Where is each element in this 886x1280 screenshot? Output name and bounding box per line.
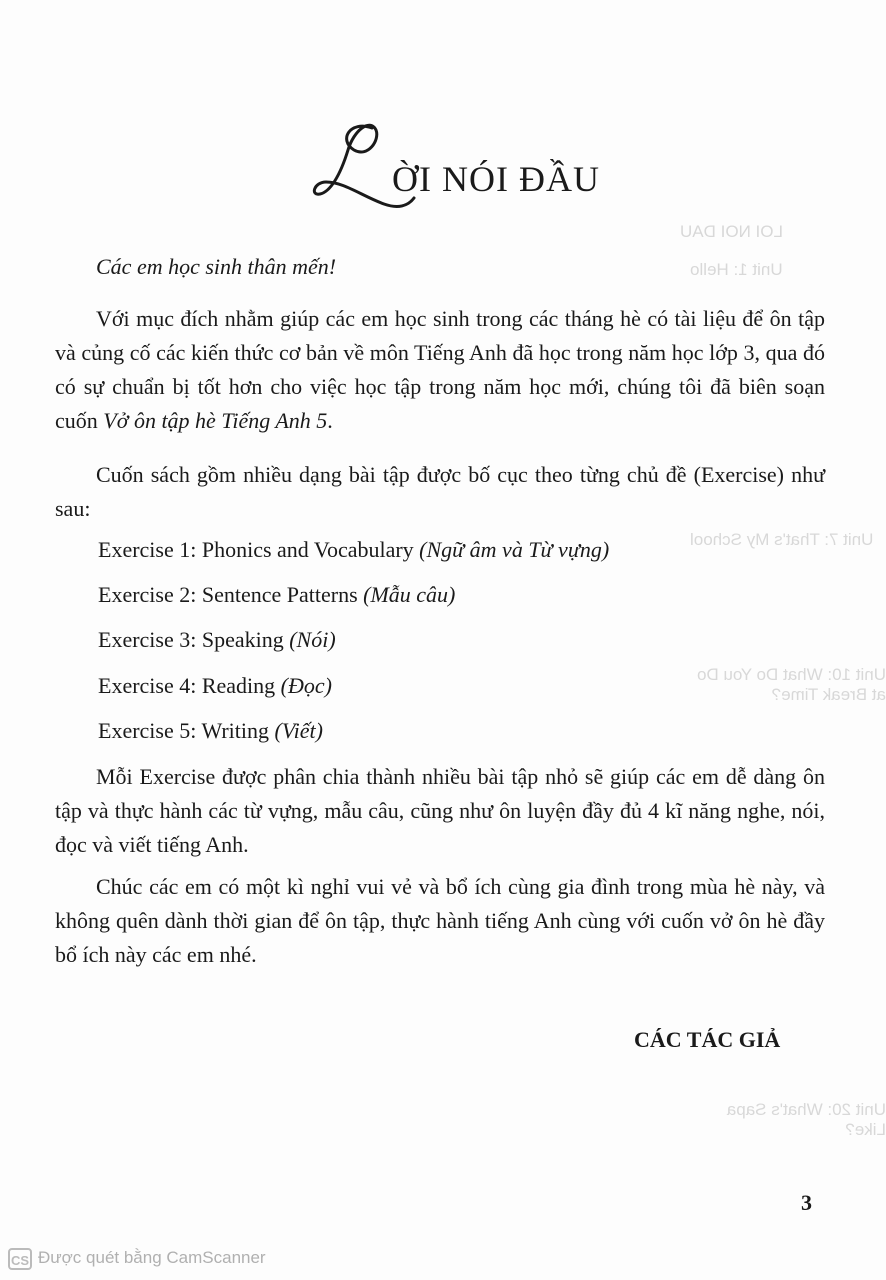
intro-paragraph: [55, 302, 825, 438]
page-title: [310, 110, 600, 220]
exercise-description-paragraph: Mỗi Exercise được phân chia thành nhiều bài tập nhỏ sẽ giúp các em dễ dàng ôn tập và thực hành các từ vựng, mẫu câu, cũng như ôn luyện đầy đủ 4 kĩ năng nghe, nói, đọc và viết tiếng Anh.: [55, 764, 825, 857]
closing-paragraph: Chúc các em có một kì nghỉ vui vẻ và bổ ích cùng gia đình trong mùa hè này, và không quên dành thời gian để ôn tập, thực hành tiếng Anh cùng với cuốn vở ôn hè đầy bổ ích này các em nhé.: [55, 874, 825, 967]
book-title: Vở ôn tập hè Tiếng Anh 5: [103, 408, 328, 433]
camscanner-logo-icon: CS: [8, 1248, 32, 1270]
exercise-item: Exercise 3: Speaking (Nói): [98, 627, 336, 652]
structure-paragraph: Cuốn sách gồm nhiều dạng bài tập được bố cục theo từng chủ đề (Exercise) như sau:: [55, 462, 825, 521]
title-text: ỜI NÓI ĐẦU: [392, 159, 600, 199]
scanner-text: Được quét bằng CamScanner: [38, 1248, 266, 1267]
exercise-item: Exercise 4: Reading (Đọc): [98, 673, 332, 698]
intro-text: Với mục đích nhằm giúp các em học sinh trong các tháng hè có tài liệu để ôn tập và củng cố các kiến thức cơ bản về môn Tiếng Anh đã học trong năm học lớp 3, qua đó có sự chuẩn bị tốt hơn cho việc học tập trong năm học mới, chúng tôi đã biên soạn cuốn: [55, 306, 825, 433]
exercise-item: Exercise 2: Sentence Patterns (Mẫu câu): [98, 582, 456, 607]
intro-end: .: [327, 408, 333, 433]
scanner-watermark: [0, 1238, 886, 1280]
author-signature: CÁC TÁC GIẢ: [634, 1027, 781, 1052]
show-through-text: Unit 20: What's Sapa Like?: [726, 1100, 886, 1139]
show-through-text: Unit 1: Hello: [690, 260, 783, 279]
page-number: 3: [801, 1190, 812, 1215]
show-through-text: LOI NOI DAU: [680, 222, 783, 241]
greeting: Các em học sinh thân mến!: [96, 254, 337, 279]
exercise-item: Exercise 5: Writing (Viết): [98, 718, 323, 743]
show-through-text: Unit 7: That's My School: [690, 530, 874, 549]
show-through-text: Unit 10: What Do You Do at Break Time?: [696, 665, 886, 704]
exercise-item: Exercise 1: Phonics and Vocabulary (Ngữ âm và Từ vựng): [98, 537, 610, 562]
